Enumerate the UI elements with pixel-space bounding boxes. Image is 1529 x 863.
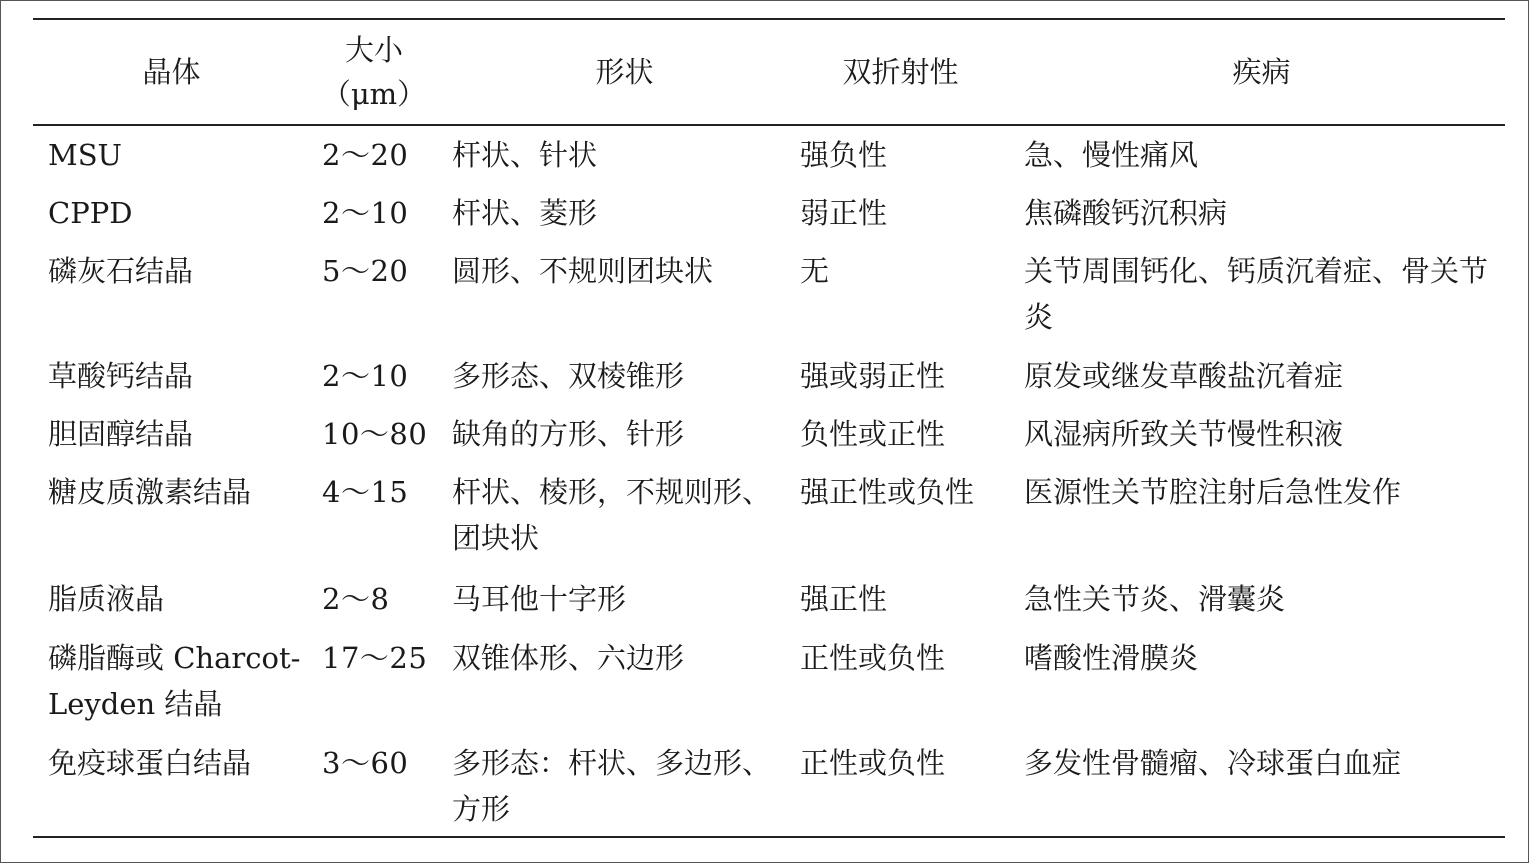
cell-crystal: 糖皮质激素结晶 bbox=[48, 475, 252, 509]
cell-crystal: 磷灰石结晶 bbox=[48, 254, 194, 288]
cell-birefringence: 强负性 bbox=[800, 138, 888, 172]
header-crystal: 晶体 bbox=[142, 55, 201, 89]
cell-disease: 风湿病所致关节慢性积液 bbox=[1024, 417, 1344, 451]
cell-size: 17～25 bbox=[322, 641, 428, 675]
cell-crystal: MSU bbox=[48, 138, 123, 172]
cell-birefringence: 正性或负性 bbox=[800, 746, 946, 780]
cell-crystal: 草酸钙结晶 bbox=[48, 359, 194, 393]
cell-birefringence: 强正性或负性 bbox=[800, 475, 975, 509]
cell-size: 2～10 bbox=[322, 359, 409, 393]
cell-crystal: 磷脂酶或 Charcot-Leyden 结晶 bbox=[48, 641, 301, 721]
cell-disease: 急、慢性痛风 bbox=[1024, 138, 1199, 172]
cell-disease: 多发性骨髓瘤、冷球蛋白血症 bbox=[1024, 746, 1402, 780]
cell-disease: 嗜酸性滑膜炎 bbox=[1024, 641, 1199, 675]
cell-crystal: 胆固醇结晶 bbox=[48, 417, 194, 451]
header-birefringence: 双折射性 bbox=[842, 55, 959, 89]
header-size-line1: 大小 bbox=[345, 33, 404, 67]
header-size bbox=[322, 20, 426, 124]
header-size-line2: （μm） bbox=[321, 77, 427, 111]
table-header bbox=[33, 20, 1505, 124]
cell-size: 5～20 bbox=[322, 254, 409, 288]
header-shape: 形状 bbox=[595, 55, 654, 89]
cell-shape: 多形态：杆状、多边形、方形 bbox=[452, 746, 772, 826]
cell-disease: 关节周围钙化、钙质沉着症、骨关节炎 bbox=[1024, 254, 1489, 334]
cell-size: 2～10 bbox=[322, 196, 409, 230]
cell-disease: 原发或继发草酸盐沉着症 bbox=[1024, 359, 1344, 393]
cell-birefringence: 负性或正性 bbox=[800, 417, 946, 451]
cell-shape: 圆形、不规则团块状 bbox=[452, 254, 714, 288]
cell-crystal: 免疫球蛋白结晶 bbox=[48, 746, 252, 780]
table-header-rule bbox=[33, 124, 1505, 126]
cell-shape: 缺角的方形、针形 bbox=[452, 417, 685, 451]
header-disease: 疾病 bbox=[1232, 55, 1291, 89]
cell-size: 2～20 bbox=[322, 138, 409, 172]
cell-disease: 医源性关节腔注射后急性发作 bbox=[1024, 475, 1402, 509]
cell-shape: 多形态、双棱锥形 bbox=[452, 359, 685, 393]
cell-birefringence: 无 bbox=[800, 254, 830, 288]
cell-shape: 杆状、菱形 bbox=[452, 196, 598, 230]
cell-birefringence: 正性或负性 bbox=[800, 641, 946, 675]
cell-shape: 杆状、棱形，不规则形、团块状 bbox=[452, 475, 772, 555]
cell-shape: 马耳他十字形 bbox=[452, 582, 627, 616]
cell-disease: 焦磷酸钙沉积病 bbox=[1024, 196, 1228, 230]
cell-size: 4～15 bbox=[322, 475, 409, 509]
cell-birefringence: 弱正性 bbox=[800, 196, 888, 230]
table-bottom-rule bbox=[33, 836, 1505, 838]
cell-size: 10～80 bbox=[322, 417, 428, 451]
cell-shape: 双锥体形、六边形 bbox=[452, 641, 685, 675]
cell-size: 3～60 bbox=[322, 746, 409, 780]
cell-crystal: CPPD bbox=[48, 196, 133, 230]
cell-size: 2～8 bbox=[322, 582, 390, 616]
cell-birefringence: 强或弱正性 bbox=[800, 359, 946, 393]
cell-birefringence: 强正性 bbox=[800, 582, 888, 616]
cell-disease: 急性关节炎、滑囊炎 bbox=[1024, 582, 1286, 616]
cell-crystal: 脂质液晶 bbox=[48, 582, 165, 616]
cell-shape: 杆状、针状 bbox=[452, 138, 598, 172]
